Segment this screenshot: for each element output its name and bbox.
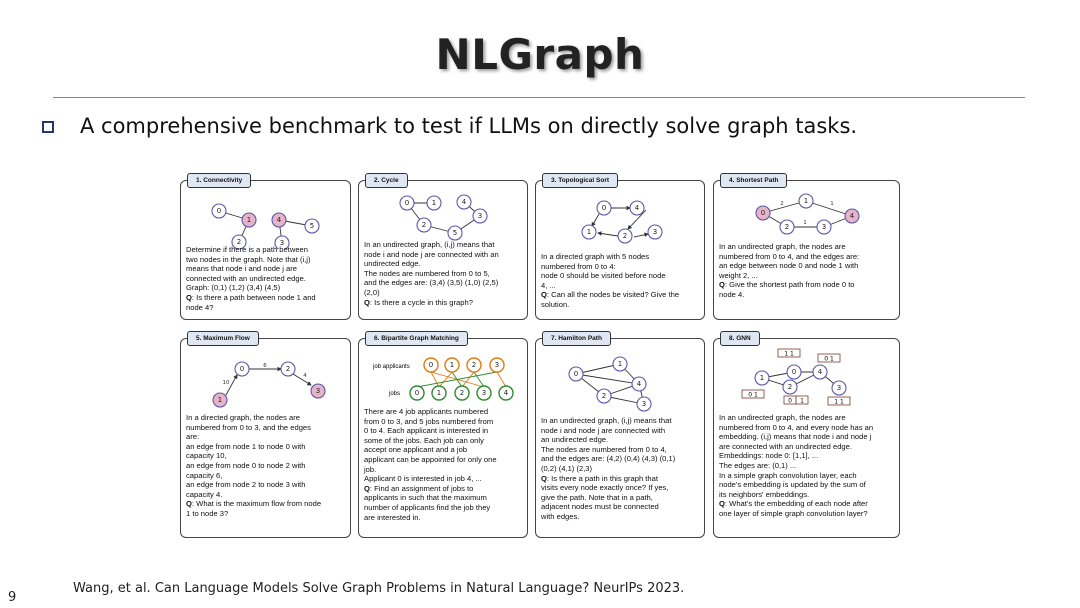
node-label: 0 [414,389,420,397]
node-label: 3 [477,212,483,220]
svg-text:1: 1 [800,397,804,405]
panel-cycle [358,177,528,320]
node-label: 3 [494,361,500,369]
node-label: 1 [617,360,623,368]
panel-text: In an undirected graph, the nodes are numbered from 0 to 4, and the edges are: an edge between node 0 and node 1 with weight 2, ... Q: Give the shortest path from node 0 to node 4. [719,242,860,299]
node-label: 3 [315,387,321,395]
node-label: 3 [652,228,658,236]
title-divider [53,97,1025,98]
bipartite-graph [359,347,529,409]
svg-text:0: 0 [788,397,792,405]
node-label: 4 [461,198,467,206]
node-label: 2 [285,365,291,373]
panel-text: In an undirected graph, (i,j) means that node i and node j are connected with an undirected edge. The nodes are numbered from 0 to 4, and the edges are: (4,2) (0,4) (4,3) (0,1) (0,2) (4,1) (2,3) Q: Is there a path in this graph that visits every node exactly once? If yes, give the path. Note that in a path, adjacent nodes must be connected with edges. [541,416,676,521]
node-label: 2 [787,383,793,391]
node-label: 0 [239,365,245,373]
hamilton-path-graph [536,347,706,419]
edge-weight: 4 [303,373,307,379]
panel-tag: 2. Cycle [365,173,408,188]
square-bullet-icon [42,121,54,133]
node-label: 2 [784,223,790,231]
subtitle-text: A comprehensive benchmark to test if LLMs on directly solve graph tasks. [80,114,858,138]
page-number: 9 [8,590,17,605]
node-label: 1 [803,197,809,205]
node-label: 3 [821,223,827,231]
node-label: 2 [421,221,427,229]
node-label: 0 [760,209,766,217]
node-label: 1 [436,389,442,397]
slide-title: NLGraph [435,30,645,79]
panel-shortest-path [713,177,900,320]
node-label: 2 [622,232,628,240]
node-label: 0 [428,361,434,369]
node-label: 1 [246,216,252,224]
node-label: 0 [573,370,579,378]
topological-sort-graph [536,189,706,251]
panel-text: In a directed graph, the nodes are numbered from 0 to 3, and the edges are: an edge from node 1 to node 0 with capacity 10, an edge from node 0 to node 2 with capacity 6, an edge from node 2 to node 3 with capacity 4. Q: What is the maximum flow from node 1 to node 3? [186,413,322,518]
panel-text: In an undirected graph, the nodes are numbered from 0 to 4, and every node has an embedding. (i,j) means that node i and node j are connected with an undirected edge. Embeddings: node 0: [1,1], ... The edges are: (0,1) ... In a simple graph convolution layer, each node's embedding is updated by the sum of its neighbors' embeddings. Q: What's the embedding of each node after one layer of simple graph convolution layer? [719,413,874,518]
edge-weight: 6 [263,363,267,369]
jobs-label: jobs [389,391,401,397]
node-label: 5 [452,229,458,237]
panel-text: Determine if there is a path between two nodes in the graph. Note that (i,j) means that node i and node j are connected with an undirected edge. Graph: (0,1) (1,2) (3,4) (4,5) Q: Is there a path between node 1 and node 4? [186,245,316,312]
panel-hamilton-path [535,335,705,538]
node-label: 1 [431,199,437,207]
node-label: 3 [836,384,842,392]
panel-tag: 6. Bipartite Graph Matching [365,331,468,346]
node-label: 5 [309,222,315,230]
panel-tag: 4. Shortest Path [720,173,787,188]
edge-weight: 10 [222,380,230,386]
node-label: 1 [759,374,765,382]
node-label: 1 [217,396,223,404]
cycle-graph [359,189,529,244]
shortest-path-graph [714,189,901,244]
svg-text:0 1: 0 1 [824,355,834,363]
node-label: 0 [791,368,797,376]
node-label: 4 [634,204,640,212]
panel-topological-sort [535,177,705,320]
panel-tag: 8. GNN [720,331,760,346]
node-label: 2 [459,389,465,397]
node-label: 2 [471,361,477,369]
node-label: 0 [601,204,607,212]
panel-tag: 3. Topological Sort [542,173,618,188]
node-label: 4 [276,216,282,224]
panel-text: In an undirected graph, (i,j) means that node i and node j are connected with an undirected edge. The nodes are numbered from 0 to 5, and the edges are: (3,4) (3,5) (1,0) (2,5) (2,0) Q: Is there a cycle in this graph? [364,240,499,307]
node-label: 0 [216,207,222,215]
edge-weight: 1 [830,201,834,207]
edge-weight: 2 [780,201,784,207]
panel-gnn [713,335,900,538]
node-label: 4 [817,368,823,376]
node-label: 4 [636,380,642,388]
node-label: 4 [503,389,509,397]
node-label: 4 [849,212,855,220]
node-label: 2 [601,392,607,400]
node-label: 3 [481,389,487,397]
svg-text:1 1: 1 1 [784,350,794,358]
edge-weight: 1 [803,220,807,226]
job-applicants-label: job applicants [373,364,410,370]
bullet-point [42,114,857,138]
node-label: 2 [236,238,242,246]
node-label: 3 [641,400,647,408]
svg-text:1 1: 1 1 [834,398,844,406]
svg-text:0 1: 0 1 [748,391,758,399]
panel-bipartite-matching [358,335,528,538]
node-label: 3 [279,239,285,247]
maximum-flow-graph [181,347,352,409]
node-label: 1 [586,228,592,236]
panel-connectivity [180,177,351,320]
panel-text: There are 4 job applicants numbered from 0 to 3, and 5 jobs numbered from 0 to 4. Each applicant is interested in some of the jobs. Each job can only accept one applicant and a job applicant can be appointed for only one job. Applicant 0 is interested in job 4, ... Q: Find an assignment of jobs to applicants in such that the maximum number of applicants find the job they are interested in. [364,407,497,522]
citation-footer: Wang, et al. Can Language Models Solve Graph Problems in Natural Language? NeurIPs 2023. [73,581,685,596]
gnn-graph [714,347,901,417]
node-label: 0 [404,199,410,207]
panel-maximum-flow [180,335,351,538]
panel-tag: 7. Hamilton Path [542,331,611,346]
panel-text: In a directed graph with 5 nodes numbered from 0 to 4: node 0 should be visited before node 4, ... Q: Can all the nodes be visited? Give the solution. [541,252,680,309]
node-label: 1 [449,361,455,369]
panel-tag: 5. Maximum Flow [187,331,259,346]
connectivity-graph [181,189,352,249]
panel-tag: 1. Connectivity [187,173,251,188]
